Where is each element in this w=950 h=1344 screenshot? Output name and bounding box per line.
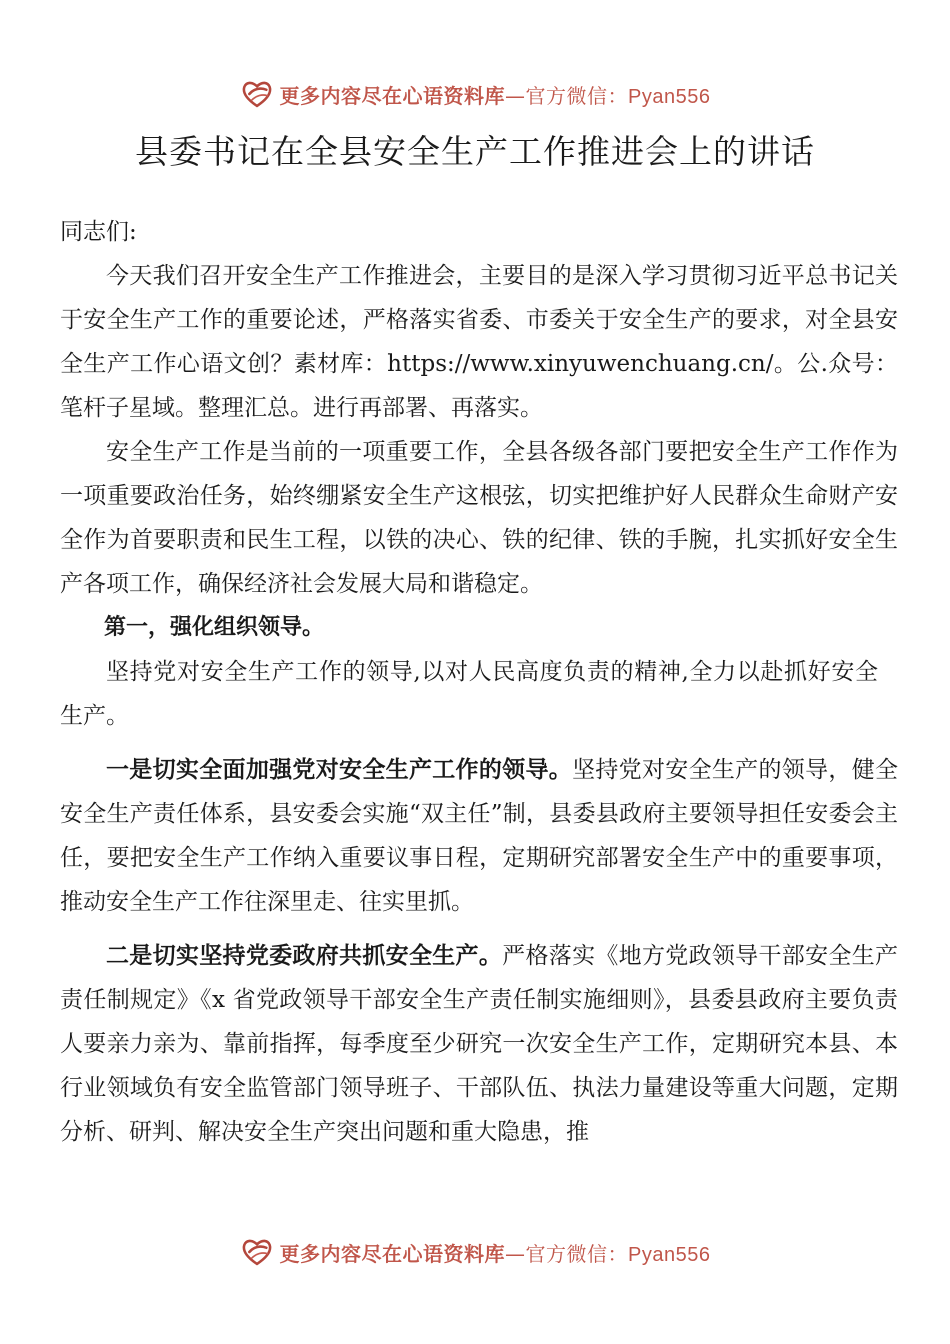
watermark-label: 官方微信： bbox=[525, 1241, 629, 1266]
watermark-text bbox=[280, 1238, 711, 1267]
point-2-body: 严格落实《地方党政领导干部安全生产责任制规定》《x 省党政领导干部安全生产责任制实施细则》，县委县政府主要负责人要亲力亲为、靠前指挥，每季度至少研究一次安全生产工作，定期研究本县、本行业领域负有安全监管部门领导班子、干部队伍、执法力量建设等重大问题，定期分析、研判、解决安全生产突出问题和重大隐患，推 bbox=[60, 943, 899, 1145]
heart-logo-icon bbox=[240, 77, 274, 111]
greeting: 同志们: bbox=[60, 219, 137, 245]
header-watermark bbox=[0, 72, 950, 116]
watermark-text bbox=[280, 80, 711, 109]
watermark-main: 更多内容尽在心语资料库 bbox=[279, 1241, 506, 1266]
watermark-id: Pyan556 bbox=[628, 85, 711, 108]
point-1-heading: 一是切实全面加强党对安全生产工作的领导。 bbox=[106, 757, 573, 783]
point-1-body: 坚持党对安全生产的领导，健全安全生产责任体系，县安委会实施“双主任”制，县委县政府主要领导担任安委会主任，要把安全生产工作纳入重要议事日程，定期研究部署安全生产中的重要事项，推动安全生产工作往深里走、往实里抓。 bbox=[60, 757, 899, 915]
document-title: 县委书记在全县安全生产工作推进会上的讲话 bbox=[135, 132, 815, 171]
watermark-dash: — bbox=[505, 83, 526, 108]
point-2-heading: 二是切实坚持党委政府共抓安全生产。 bbox=[106, 943, 503, 969]
section-1-heading: 第一，强化组织领导。 bbox=[104, 615, 325, 640]
footer-watermark bbox=[0, 1230, 950, 1274]
document-body bbox=[60, 210, 898, 1154]
watermark-label: 官方微信： bbox=[525, 83, 629, 108]
paragraph-1: 今天我们召开安全生产工作推进会，主要目的是深入学习贯彻习近平总书记关于安全生产工作的重要论述，严格落实省委、市委关于安全生产的要求，对全县安全生产工作心语文创？素材库：https://www.xinyuwenchuang.cn/。公.众号：笔杆子星域。整理汇总。进行再部署、再落实。 bbox=[60, 263, 898, 421]
section-1-intro: 坚持党对安全生产工作的领导,以对人民高度负责的精神,全力以赴抓好安全生产。 bbox=[60, 659, 878, 729]
point-2 bbox=[60, 934, 898, 1154]
watermark-main: 更多内容尽在心语资料库 bbox=[279, 83, 506, 108]
watermark-dash: — bbox=[505, 1241, 526, 1266]
heart-logo-icon bbox=[240, 1235, 274, 1269]
paragraph-2: 安全生产工作是当前的一项重要工作，全县各级各部门要把安全生产工作作为一项重要政治任务，始终绷紧安全生产这根弦，切实把维护好人民群众生命财产安全作为首要职责和民生工程，以铁的决心、铁的纪律、铁的手腕，扎实抓好安全生产各项工作，确保经济社会发展大局和谐稳定。 bbox=[60, 439, 898, 597]
point-1 bbox=[60, 748, 898, 924]
watermark-id: Pyan556 bbox=[628, 1243, 711, 1266]
